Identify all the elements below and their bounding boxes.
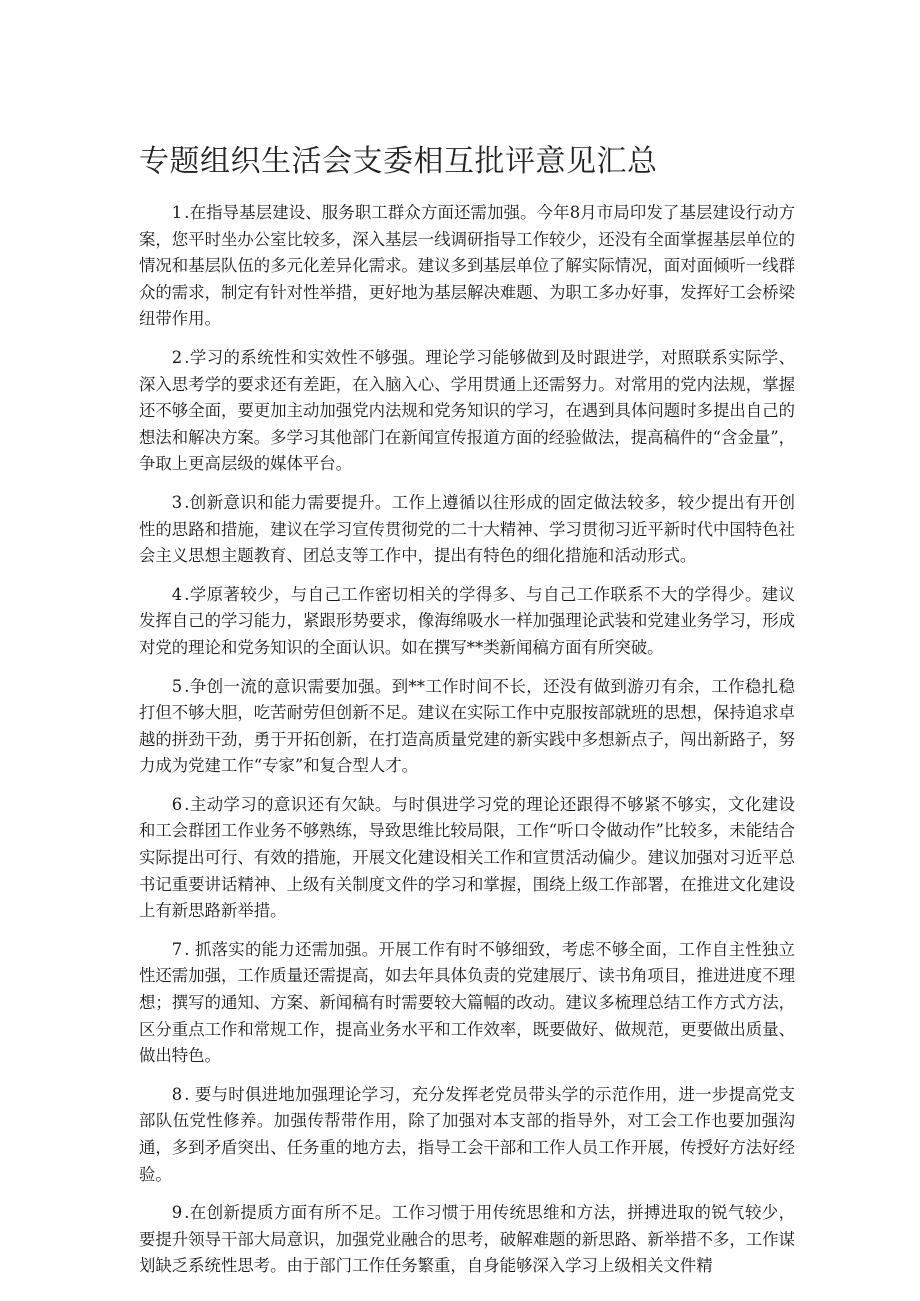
list-item bbox=[139, 937, 795, 1070]
item-text: .主动学习的意识还有欠缺。与时俱进学习党的理论还跟得不够紧不够实，文化建设和工会群团工作业务不够熟练，导致思维比较局限，工作“听口令做动作”比较多，未能结合实际提出可行、有效的措施，开展文化建设相关工作和宣贯活动偏少。建议加强对习近平总书记重要讲话精神、上级有关制度文件的学习和掌握，围绕上级工作部署，在推进文化建设上有新思路新举措。 bbox=[139, 794, 795, 921]
list-item bbox=[139, 1200, 795, 1280]
item-text: .创新意识和能力需要提升。工作上遵循以往形成的固定做法较多，较少提出有开创性的思路和措施，建议在学习宣传贯彻党的二十大精神、学习贯彻习近平新时代中国特色社会主义思想主题教育、团总支等工作中，提出有特色的细化措施和活动形式。 bbox=[139, 492, 795, 566]
list-item bbox=[139, 490, 795, 570]
item-number: 5 bbox=[171, 676, 183, 696]
item-text: .在创新提质方面有所不足。工作习惯于用传统思维和方法，拼搏进取的锐气较少，要提升领导干部大局意识，加强党业融合的思考，破解难题的新思路、新举措不多，工作谋划缺乏系统性思考。由于部门工作任务繁重，自身能够深入学习上级相关文件精 bbox=[139, 1203, 795, 1276]
list-item bbox=[139, 200, 795, 333]
list-item bbox=[139, 345, 795, 478]
item-number: 3 bbox=[171, 492, 183, 512]
item-number: 4 bbox=[171, 584, 183, 604]
list-item bbox=[139, 674, 795, 780]
item-number: 2 bbox=[171, 347, 183, 367]
item-text: . 抓落实的能力还需加强。开展工作有时不够细致，考虑不够全面，工作自主性独立性还需加强，工作质量还需提高，如去年具体负责的党建展厅、读书角项目，推进进度不理想；撰写的通知、方案、新闻稿有时需要较大篇幅的改动。建议多梳理总结工作方式方法，区分重点工作和常规工作，提高业务水平和工作效率，既要做好、做规范，更要做出质量、做出特色。 bbox=[139, 939, 795, 1066]
item-text: .学习的系统性和实效性不够强。理论学习能够做到及时跟进学，对照联系实际学、深入思考学的要求还有差距，在入脑入心、学用贯通上还需努力。对常用的党内法规，掌握还不够全面，要更加主动加强党内法规和党务知识的学习，在遇到具体问题时多提出自己的想法和解决方案。多学习其他部门在新闻宣传报道方面的经验做法，提高稿件的“含金量”，争取上更高层级的媒体平台。 bbox=[139, 347, 795, 474]
item-number: 9 bbox=[171, 1203, 183, 1223]
item-number: 8 bbox=[171, 1084, 183, 1104]
item-number: 1 bbox=[171, 203, 183, 222]
list-item bbox=[139, 1082, 795, 1188]
document-title: 专题组织生活会支委相互批评意见汇总 bbox=[139, 144, 658, 179]
list-item bbox=[139, 792, 795, 925]
list-item bbox=[139, 582, 795, 662]
document-page bbox=[139, 140, 795, 1292]
item-text: .争创一流的意识需要加强。到**工作时间不长，还没有做到游刃有余，工作稳扎稳打但不够大胆，吃苦耐劳但创新不足。建议在实际工作中克服按部就班的思想，保持追求卓越的拼劲干劲，勇于开拓创新，在打造高质量党建的新实践中多想新点子，闯出新路子，努力成为党建工作“专家”和复合型人才。 bbox=[139, 676, 795, 776]
item-number: 7 bbox=[171, 939, 183, 959]
item-number: 6 bbox=[171, 794, 183, 814]
item-text: .在指导基层建设、服务职工群众方面还需加强。今年8月市局印发了基层建设行动方案，您平时坐办公室比较多，深入基层一线调研指导工作较少，还没有全面掌握基层单位的情况和基层队伍的多元化差异化需求。建议多到基层单位了解实际情况，面对面倾听一线群众的需求，制定有针对性举措，更好地为基层解决难题、为职工多办好事，发挥好工会桥梁纽带作用。 bbox=[139, 203, 795, 329]
item-text: . 要与时俱进地加强理论学习，充分发挥老党员带头学的示范作用，进一步提高党支部队伍党性修养。加强传帮带作用，除了加强对本支部的指导外，对工会工作也要加强沟通，多到矛盾突出、任务重的地方去，指导工会干部和工作人员工作开展，传授好方法好经验。 bbox=[139, 1084, 795, 1184]
item-text: .学原著较少，与自己工作密切相关的学得多、与自己工作联系不大的学得少。建议发挥自己的学习能力，紧跟形势要求，像海绵吸水一样加强理论武装和党建业务学习，形成对党的理论和党务知识的全面认识。如在撰写**类新闻稿方面有所突破。 bbox=[139, 584, 795, 657]
